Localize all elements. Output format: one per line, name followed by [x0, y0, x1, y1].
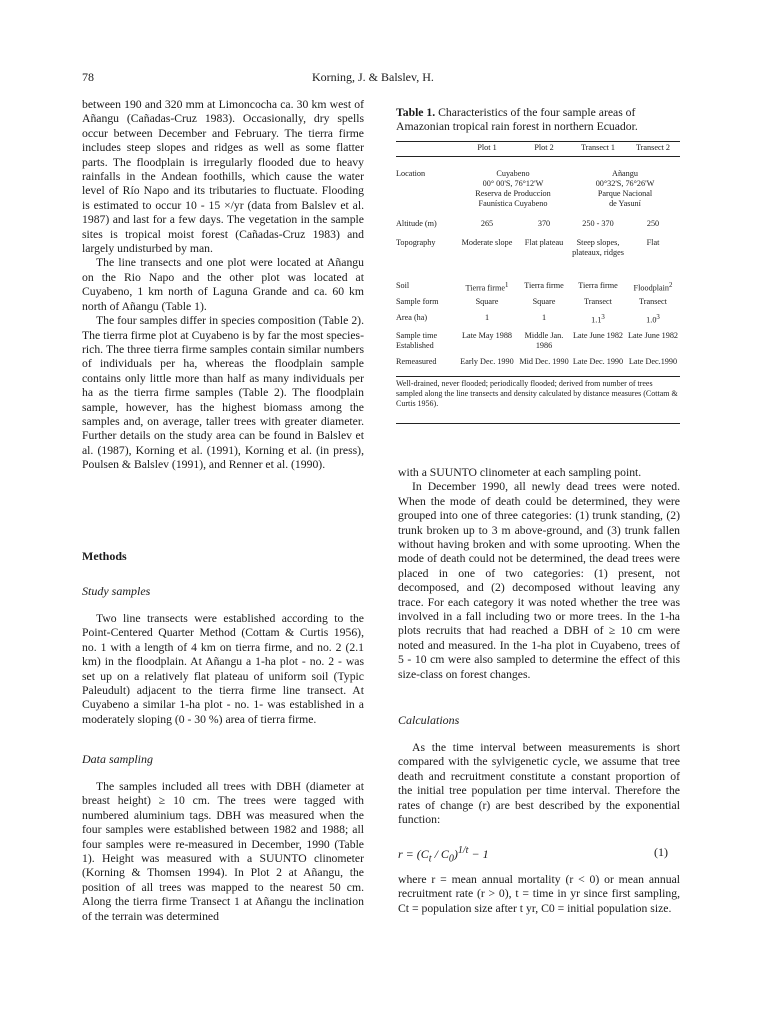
table-cell: Square [475, 297, 499, 306]
table-cell [518, 281, 570, 297]
equation-formula: $r = (C_t / C_0)^{1/t} - 1$ [398, 845, 489, 865]
table-cell: Flat plateau [524, 238, 564, 247]
cell-text: Tierra firme [524, 281, 564, 290]
location-line: Reserva de Produccíon [475, 189, 551, 198]
cell-text: 1 [484, 313, 490, 322]
location-anangu [570, 169, 680, 219]
row-label: Soil [396, 281, 410, 290]
table-cell [456, 281, 518, 297]
row-label: Topography [396, 238, 436, 247]
row-label: Remeasured [396, 357, 437, 366]
table-row-altitude [396, 219, 680, 238]
paragraph: In December 1990, all newly dead trees were noted. When the mode of death could be determined, they were grouped into one of three categories: (1) trunk standing, (2) trunk broken up to 3 m above-ground, and (3) trunk fallen without having broken and with some uprooting. When the mode of death could not be determined, the dead trees were placed in one of two categories: (1) present, not decomposed, and (2) decomposed without leaving any trace. For each category it was noted whether the tree was involved in a fall including two or more trees. In the 1-ha plots recruits that had reached a DBH of ≥ 10 cm were noted and measured. In the 1-ha plot in Cuyabeno, trees of 5 - 10 cm were also sampled to determine the effect of this size-class on forest changes. [398, 480, 680, 681]
equation [398, 845, 680, 864]
row-label: Location [396, 169, 426, 178]
paragraph: between 190 and 320 mm at Limoncocha ca. 30 km west of Añangu (Cañadas-Cruz 1983). Occasionally, dry spells occur between December and February. The tierra firme includes steep slopes and ridges as well as some flatter parts. The floodplain is irregularly flooded due to heavy rainfalls in the Andean foothills, which cause the water level of Río Napo and its tributaries to fluctuate. Flooding is estimated to occur 10 - 15 ×/yr (data from Balslev et al. 1987) and last for a few days. The vegetation in the sample sites is tropical moist forest (Cañadas-Cruz 1983) and largely undisturbed by man. [82, 98, 364, 256]
table-end-rule [396, 423, 680, 424]
paragraph: where r = mean annual mortality (r < 0) or mean annual recruitment rate (r > 0), t = time in yr since first sampling, Ct = population size after t yr, C0 = initial population size. [398, 873, 680, 915]
table-label: Table 1. [396, 106, 436, 119]
table-cell: Late June 1982 [627, 331, 679, 340]
paragraph: with a SUUNTO clinometer at each sampling point. [398, 466, 642, 479]
table-1 [396, 143, 680, 381]
section-heading-methods: Methods [82, 549, 127, 563]
location-line: Cuyabeno [496, 169, 530, 178]
location-line: 00°32'S, 76°26'W [595, 179, 655, 188]
table-cell: Middle Jan. 1986 [524, 331, 564, 350]
table-footnote: Well-drained, never flooded; periodically flooded; derived from number of trees sampled along the line transects and density calculated by distance measures (Cottam & Curtis 1956). [396, 379, 678, 408]
table-cell: 250 - 370 [582, 219, 614, 228]
table-cell: Moderate slope [461, 238, 513, 247]
table-row-topography [396, 238, 680, 281]
table-cell: Late June 1982 [572, 331, 624, 340]
footnote-marker: 2 [669, 282, 673, 289]
paragraph: Two line transects were established according to the Point-Centered Quarter Method (Cottam & Curtis 1956), no. 1 with a length of 4 km on tierra firme, and no. 2 (2.1 km) in the floodplain. At Añangu a 1-ha plot - no. 2 - was set up on a relatively flat plateau of uniform soil (Typic Paleudult) adjacent to the tierra firme line transect. At Cuyabeno a similar 1-ha plot - no. 1- was established in a moderately sloping (0 - 30 %) area of tierra firme. [82, 612, 364, 726]
row-label: Area (ha) [396, 313, 428, 322]
table-cell: Late May 1988 [461, 331, 513, 340]
table-cell: Mid Dec. 1990 [519, 357, 569, 366]
table-caption-text: Characteristics of the four sample areas of Amazonian tropical rain forest in northern Ecuador. [396, 106, 638, 133]
right-column-definitions [398, 873, 680, 916]
footnote-marker: 3 [601, 314, 605, 321]
table-cell: Early Dec. 1990 [460, 357, 514, 366]
table-cell: Steep slopes, plateaux, ridges [572, 238, 624, 257]
table-cell [570, 313, 626, 331]
location-line: 00° 00'S, 76°12'W [482, 179, 544, 188]
footnote-marker: 3 [656, 314, 660, 321]
left-column-data-sampling [82, 780, 364, 924]
cell-text: 1.0 [646, 315, 657, 325]
equation-number: (1) [654, 845, 668, 859]
subsection-heading-study-samples: Study samples [82, 584, 151, 598]
cell-text: Tierra firme [465, 283, 506, 293]
cell-text: 1.1 [591, 315, 602, 325]
right-column-calculations [398, 741, 680, 827]
row-label: Altitude (m) [396, 219, 437, 228]
table-cell: Transect [639, 297, 667, 306]
table-row-location [396, 169, 680, 219]
table-cell [570, 281, 626, 297]
cell-text: 1 [541, 313, 547, 322]
table-cell: Flat [646, 238, 660, 247]
left-column-intro [82, 98, 364, 473]
table-row-established [396, 331, 680, 357]
right-column-text [398, 466, 680, 682]
paragraph: The four samples differ in species composition (Table 2). The tierra firme plot at Cuyabeno is by far the most species-rich. The three tierra firme samples contain similar numbers of individuals per ha, whereas the floodplain sample contains only little more than half as many individuals per ha as the tierra firme samples (Table 2). The floodplain sample, however, has the highest biomass among the samples and, on average, taller trees with greater diameter. Further details on the study area can be found in Balslev et al. (1987), Korning et al. (1991), Korning et al. (in press), Poulsen & Balslev (1991), and Renner et al. (1990). [82, 314, 364, 472]
table-cell: 370 [537, 219, 551, 228]
row-label: Sample time Established [396, 331, 438, 350]
table-header-row [396, 143, 680, 169]
column-header: Plot 2 [534, 143, 554, 152]
paragraph: As the time interval between measurements is short compared with the sylvigenetic cycle, we assume that tree death and recruitment constitute a constant proportion of the initial tree population per time interval. Therefore the rates of change (r) are best described by the exponential function: [398, 741, 680, 827]
table-row-area [396, 313, 680, 331]
table-row-soil [396, 281, 680, 297]
left-column-study-samples [82, 612, 364, 727]
table-cell [518, 313, 570, 331]
subsection-heading-calculations: Calculations [398, 713, 460, 727]
table-cell: Transect [584, 297, 612, 306]
table-cell [626, 281, 680, 297]
location-line: de Yasuní [609, 199, 641, 208]
location-line: Añangu [612, 169, 638, 178]
location-cuyabeno [456, 169, 570, 219]
table-row-remeasured [396, 357, 680, 381]
table-row-sample-form [396, 297, 680, 313]
footnote-marker: 1 [505, 282, 509, 289]
page-number: 78 [82, 70, 94, 84]
paragraph: The line transects and one plot were located at Añangu on the Rio Napo and the other plot was located at Cuyabeno, 1 km north of Laguna Grande and ca. 60 km north of Añangu (Table 1). [82, 256, 364, 313]
column-header: Transect 2 [635, 143, 671, 152]
table-cell: Late Dec. 1990 [572, 357, 624, 366]
table-cell [456, 313, 518, 331]
table-caption [396, 106, 680, 134]
table-cell: 250 [646, 219, 660, 228]
column-header: Transect 1 [580, 143, 616, 152]
paragraph: The samples included all trees with DBH (diameter at breast height) ≥ 10 cm. The trees were tagged with numbered aluminium tags. DBH was measured when the four samples were established between 1982 and 1988; all four samples were re-measured in December, 1990 (Table 1). Height was measured with a SUUNTO clinometer (Korning & Thomsen 1994). In Plot 2 at Añangu, the position of all trees was mapped to the nearest 50 cm. Along the tierra firme Transect 1 at Añangu the inclination of the terrain was determined [82, 780, 364, 923]
cell-text: Tierra firme [578, 281, 618, 290]
cell-text: Floodplain [633, 283, 670, 293]
subsection-heading-data-sampling: Data sampling [82, 752, 154, 766]
table-cell [626, 313, 680, 331]
running-title: Korning, J. & Balslev, H. [312, 70, 434, 84]
table-cell: 265 [480, 219, 494, 228]
location-line: Faunística Cuyabeno [478, 199, 548, 208]
column-header: Plot 1 [477, 143, 497, 152]
table-cell: Square [532, 297, 556, 306]
table-cell: Late Dec.1990 [628, 357, 678, 366]
location-line: Parque Nacional [597, 189, 653, 198]
row-label: Sample form [396, 297, 439, 306]
table-top-rule [396, 141, 680, 142]
